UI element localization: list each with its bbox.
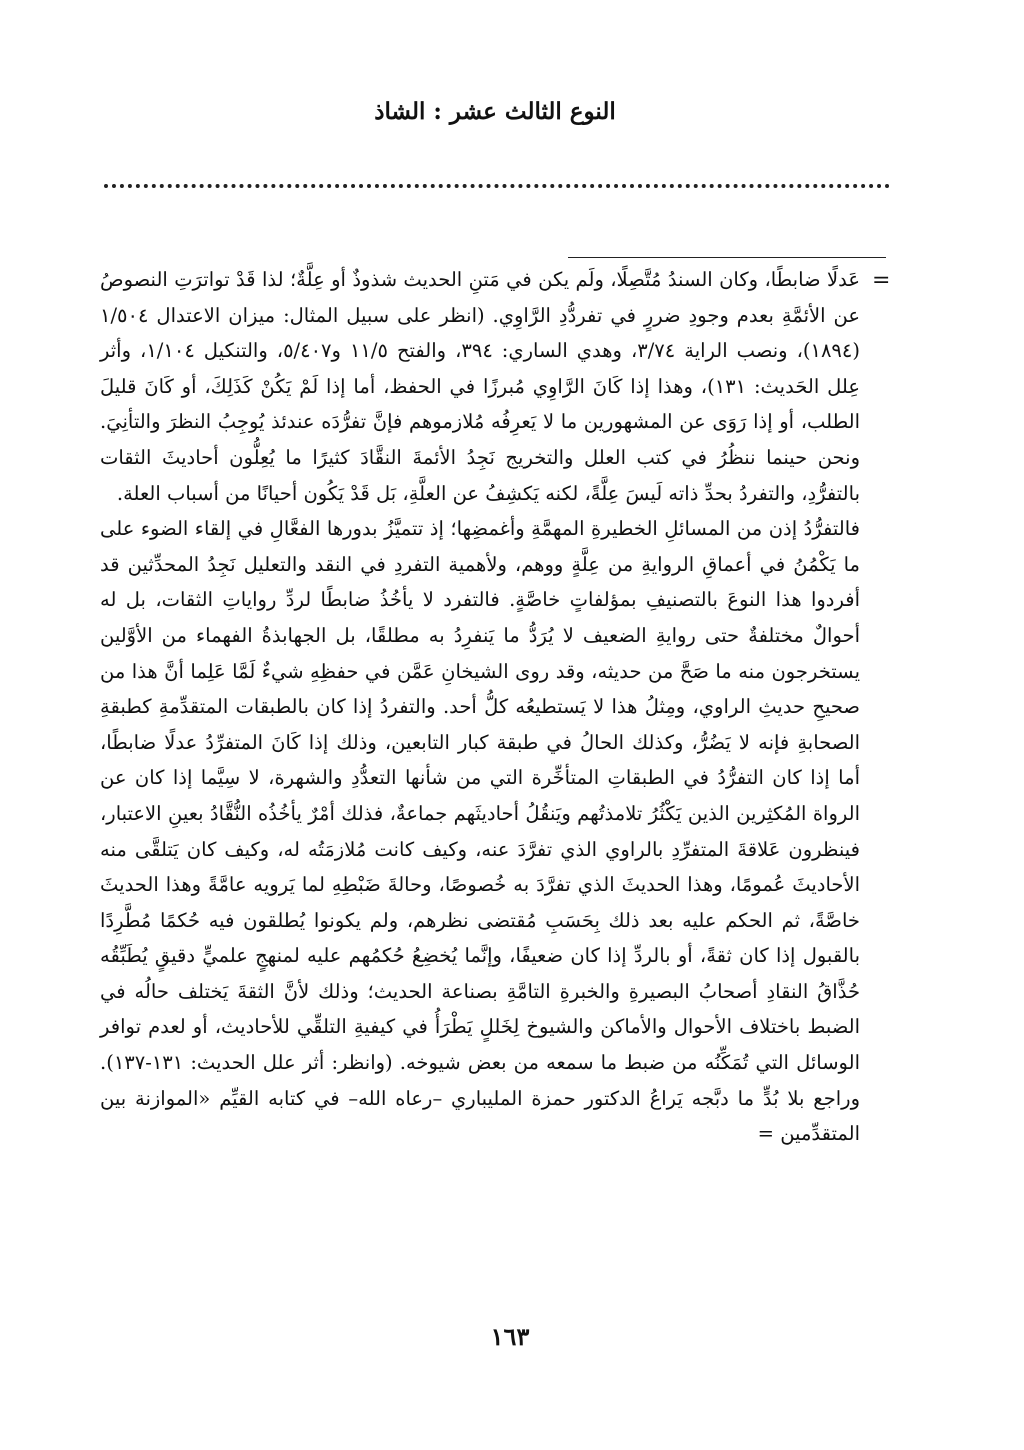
chapter-header: النوع الثالث عشر : الشاذ (374, 98, 616, 125)
dotted-divider (104, 184, 890, 188)
footnote-continuation-marker: = (872, 268, 891, 293)
footnote-paragraph: عَدلًا ضابطًا، وكان السندُ مُتَّصِلًا، ولَم يكن في مَتنِ الحديث شذوذٌ أو عِلَّةٌ؛ لذا قَدْ تواترَتِ النصوصُ عن الأئمَّةِ بعدم وجودِ ضررٍ في تفردُّدِ الرَّاوِي. (انظر على سبيل المثال: ميزان الاعتدال ١/٥٠٤ (١٨٩٤)، ونصب الراية ٣/٧٤، وهدي الساري: ٣٩٤، والفتح ١١/٥ و٥/٤٠٧، والتنكيل ١/١٠٤، وأثر عِلل الحَديث: ١٣١)، وهذا إذا كَانَ الرَّاوِي مُبرزًا في الحفظ، أما إذا لَمْ يَكُنْ كَذَلِكَ، أو كَانَ قليلَ الطلب، أو إذا رَوَى عن المشهورين ما لا يَعرِفُه مُلازموهم فإنَّ تفرُّدَه عندئذ يُوجِبُ النظرَ والتأنِيَ. ونحن حينما ننظُرُ في كتب العلل والتخريج نَجِدُ الأئمةَ النقَّادَ كثيرًا ما يُعِلُّون أحاديثَ الثقات بالتفرُّدِ، والتفردُ بحدِّ ذاته لَيسَ عِلَّةً، لكنه يَكشِفُ عن العلَّةِ، بَل قَدْ يَكُون أحيانًا من أسباب العلة. (100, 268, 860, 505)
footnote-separator (568, 257, 886, 258)
footnote-text (100, 262, 860, 1152)
footnote-paragraph: فالتفرُّدُ إذن من المسائلِ الخطيرةِ المهمَّةِ وأغمضِها؛ إذ تتميَّزُ بدورها الفعَّالِ في إلقاء الضوء على ما يَكْمُنُ في أعماقِ الروايةِ من عِلَّةٍ ووهم، ولأهمية التفردِ في النقد والتعليل نَجِدُ المحدِّثين قد أفردوا هذا النوعَ بالتصنيفِ بمؤلفاتٍ خاصَّةٍ. فالتفرد لا يأخُذُ ضابطًا لردِّ رواياتِ الثقات، بل له أحوالٌ مختلفةٌ حتى روايةِ الضعيف لا يُرَدُّ ما يَنفرِدُ به مطلقًا، بل الجهابذةُ الفهماء من الأوَّلين يستخرجون منه ما صَحَّ من حديثه، وقد روى الشيخانِ عَمَّن في حفظِهِ شيءٌ لَمَّا عَلِما أنَّ هذا من صحيحِ حديثِ الراوي، ومِثلُ هذا لا يَستطيعُه كلُّ أحد. والتفردُ إذا كان بالطبقات المتقدِّمةِ كطبقةِ الصحابةِ فإنه لا يَضُرُّ، وكذلك الحالُ في طبقة كبار التابعين، وذلك إذا كَانَ المتفرِّدُ عدلًا ضابطًا، أما إذا كان التفرُّدُ في الطبقاتِ المتأخِّرة التي من شأنها التعدُّدِ والشهرة، لا سِيَّما إذا كان عن الرواة المُكثِرين الذين يَكْثُرُ تلامذتُهم ويَنقُلُ أحاديثَهم جماعةٌ، فذلك أمْرٌ يأخُذُه النُّقَّادُ بعينِ الاعتبار، فينظرون عَلاقةَ المتفرِّدِ بالراوي الذي تفرَّدَ عنه، وكيف كانت مُلازمَتُه له، وكيف كان يَتلقَّى منه الأحاديثَ عُمومًا، وهذا الحديثَ الذي تفرَّدَ به خُصوصًا، وحالةَ ضَبْطِهِ لما يَرويه عامَّةً وهذا الحديثَ خاصَّةً، ثم الحكم عليه بعد ذلك بِحَسَبِ مُقتضى نظرهم، ولم يكونوا يُطلقون فيه حُكمًا مُطَّرِدًا بالقبول إذا كان ثقةً، أو بالردِّ إذا كان ضعيفًا، وإنَّما يُخضِعُ حُكمُهم عليه لمنهجٍ علميٍّ دقيقٍ يُطَبِّقُه حُذَّاقُ النقادِ أصحابُ البصيرةِ والخبرةِ التامَّةِ بصناعة الحديث؛ وذلك لأنَّ الثقةَ يَختلف حالُه في الضبط باختلاف الأحوال والأماكن والشيوخ لِخَللٍ يَطْرَأُ في كيفيةِ التلقِّي للأحاديث، أو لعدم توافر الوسائل التي تُمَكِّنُه من ضبط ما سمعه من بعض شيوخه. (وانظر: أثر علل الحديث: ١٣١-١٣٧). وراجع بلا بُدٍّ ما دبَّجه يَراعُ الدكتور حمزة المليباري –رعاه الله– في كتابه القيِّم «الموازنة بين المتقدِّمين = (100, 517, 860, 1146)
page-number: ١٦٣ (490, 1322, 530, 1351)
